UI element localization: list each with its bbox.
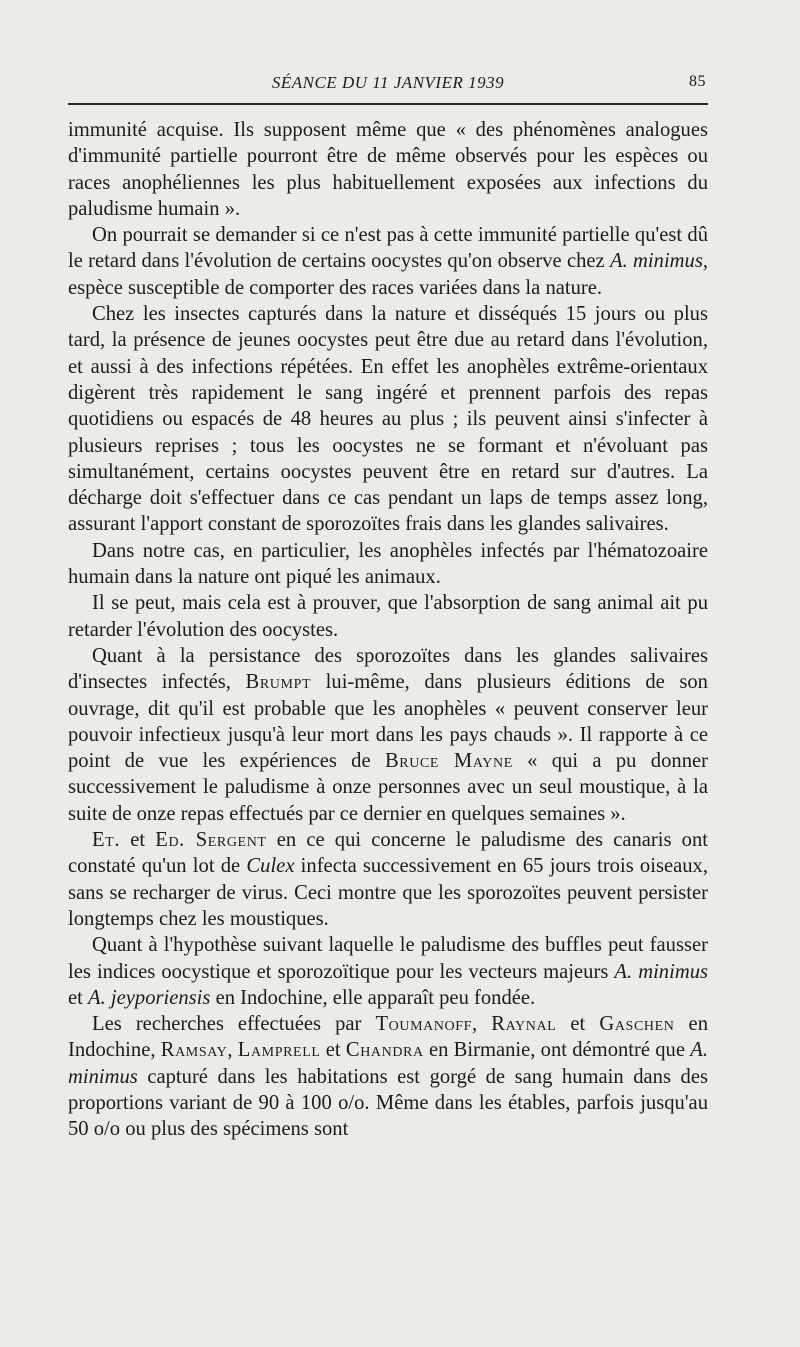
text-run: , bbox=[472, 1013, 492, 1036]
text-run: en Indochine, elle apparaît peu fondée. bbox=[210, 986, 536, 1009]
paragraph bbox=[68, 222, 708, 301]
text-run: Il se peut, mais cela est à prouver, que l'absorption de sang animal ait pu retarder l'évolution des oocystes. bbox=[68, 592, 708, 641]
text-run: , bbox=[227, 1039, 238, 1062]
paragraph bbox=[68, 301, 708, 538]
paragraph bbox=[68, 827, 708, 932]
text-run: Quant à l'hypothèse suivant laquelle le paludisme des buffles peut fausser les indices oocystique et sporozoïtique pour les vecteurs majeurs bbox=[68, 934, 708, 983]
running-title: SÉANCE DU 11 JANVIER 1939 bbox=[271, 73, 505, 92]
author-name: Toumanoff bbox=[375, 1013, 473, 1036]
text-run: Les recherches effectuées par bbox=[92, 1013, 376, 1036]
text-run: en Indochine, bbox=[68, 1013, 708, 1062]
author-name: Raynal bbox=[491, 1013, 557, 1036]
text-run: , espèce susceptible de comporter des races variées dans la nature. bbox=[68, 250, 709, 299]
author-name: Ed. Sergent bbox=[155, 829, 267, 852]
italic-run: A. minimus bbox=[610, 250, 703, 273]
text-run: Quant à la persistance des sporozoïtes dans les glandes salivaires d'insectes infectés, bbox=[68, 644, 708, 694]
paragraph bbox=[68, 117, 708, 222]
text-run: et bbox=[68, 986, 89, 1009]
running-header bbox=[68, 70, 708, 100]
italic-run: A. jeyporiensis bbox=[88, 986, 211, 1009]
text-run: Chez les insectes capturés dans la nature et disséqués 15 jours ou plus tard, la présence de jeunes oocystes peut être due au retard dans l'évolution, et aussi à des infections répétées. En effet les anophèles extrême-orientaux digèrent très rapidement le sang ingéré et prennent parfois des repas quotidiens ou espacés de 48 heures au plus ; ils peuvent ainsi s'infecter à plusieurs reprises ; tous les oocystes ne se formant et n'évoluant pas simultanément, certains oocystes peuvent être en retard sur d'autres. La décharge doit s'effectuer dans ce cas pendant un laps de temps assez long, assurant l'apport constant de sporozoïtes frais dans les glandes salivaires. bbox=[68, 303, 708, 536]
text-run: Dans notre cas, en particulier, les anophèles infectés par l'hématozoaire humain dans la nature ont piqué les animaux. bbox=[68, 539, 708, 589]
paragraph bbox=[68, 932, 708, 1011]
paragraph bbox=[68, 590, 708, 643]
text-run: en Birmanie, ont démontré que bbox=[423, 1039, 691, 1062]
header-rule bbox=[68, 103, 708, 105]
text-run: capturé dans les habitations est gorgé de sang humain dans des proportions variant de 90 à 100 o/o. Même dans les étables, parfois jusqu'au 50 o/o ou plus des spécimens sont bbox=[68, 1065, 708, 1141]
text-run: lui-même, dans plusieurs éditions de son ouvrage, dit qu'il est probable que les anophèles « peuvent conserver leur pouvoir infectieux jusqu'à leur mort dans les pays chauds ». Il rapporte à ce point de vue les expériences de bbox=[68, 671, 708, 773]
italic-run: A. minimus bbox=[68, 1039, 708, 1088]
text-run: et bbox=[556, 1013, 600, 1036]
text-run: On pourrait se demander si ce n'est pas à cette immunité partielle qu'est dû le retard dans l'évolution de certains oocystes qu'on observe chez bbox=[68, 224, 708, 273]
author-name: Chandra bbox=[345, 1039, 424, 1062]
author-name: Bruce Mayne bbox=[384, 750, 513, 773]
paragraph bbox=[68, 1011, 708, 1142]
text-run: en ce qui concerne le paludisme des canaris ont constaté qu'un lot de bbox=[68, 829, 708, 878]
paragraph bbox=[68, 643, 708, 827]
page-number: 85 bbox=[689, 73, 706, 90]
body-text bbox=[68, 117, 708, 1143]
text-run: et bbox=[320, 1039, 346, 1062]
paragraph bbox=[68, 538, 708, 591]
author-name: Lamprell bbox=[237, 1039, 321, 1062]
italic-run: Culex bbox=[246, 855, 295, 878]
text-run: « qui a pu donner successivement le paludisme à onze personnes avec un seul moustique, à la suite de onze repas effectués par ce dernier en quelques semaines ». bbox=[68, 750, 708, 825]
author-name: Brumpt bbox=[245, 671, 312, 694]
text-run: infecta successivement en 65 jours trois oiseaux, sans se recharger de virus. Ceci montre que les sporozoïtes peuvent persister longtemps chez les moustiques. bbox=[68, 855, 708, 930]
author-name: Et. bbox=[92, 829, 121, 852]
text-run: et bbox=[120, 829, 156, 852]
text-run: immunité acquise. Ils supposent même que « des phénomènes analogues d'immunité partielle pourront être de même observés pour les espèces ou races anophéliennes les plus habituellement exposées aux infections du paludisme humain ». bbox=[68, 119, 708, 220]
author-name: Ramsay bbox=[160, 1039, 228, 1062]
author-name: Gaschen bbox=[599, 1013, 675, 1036]
italic-run: A. minimus bbox=[614, 960, 709, 983]
